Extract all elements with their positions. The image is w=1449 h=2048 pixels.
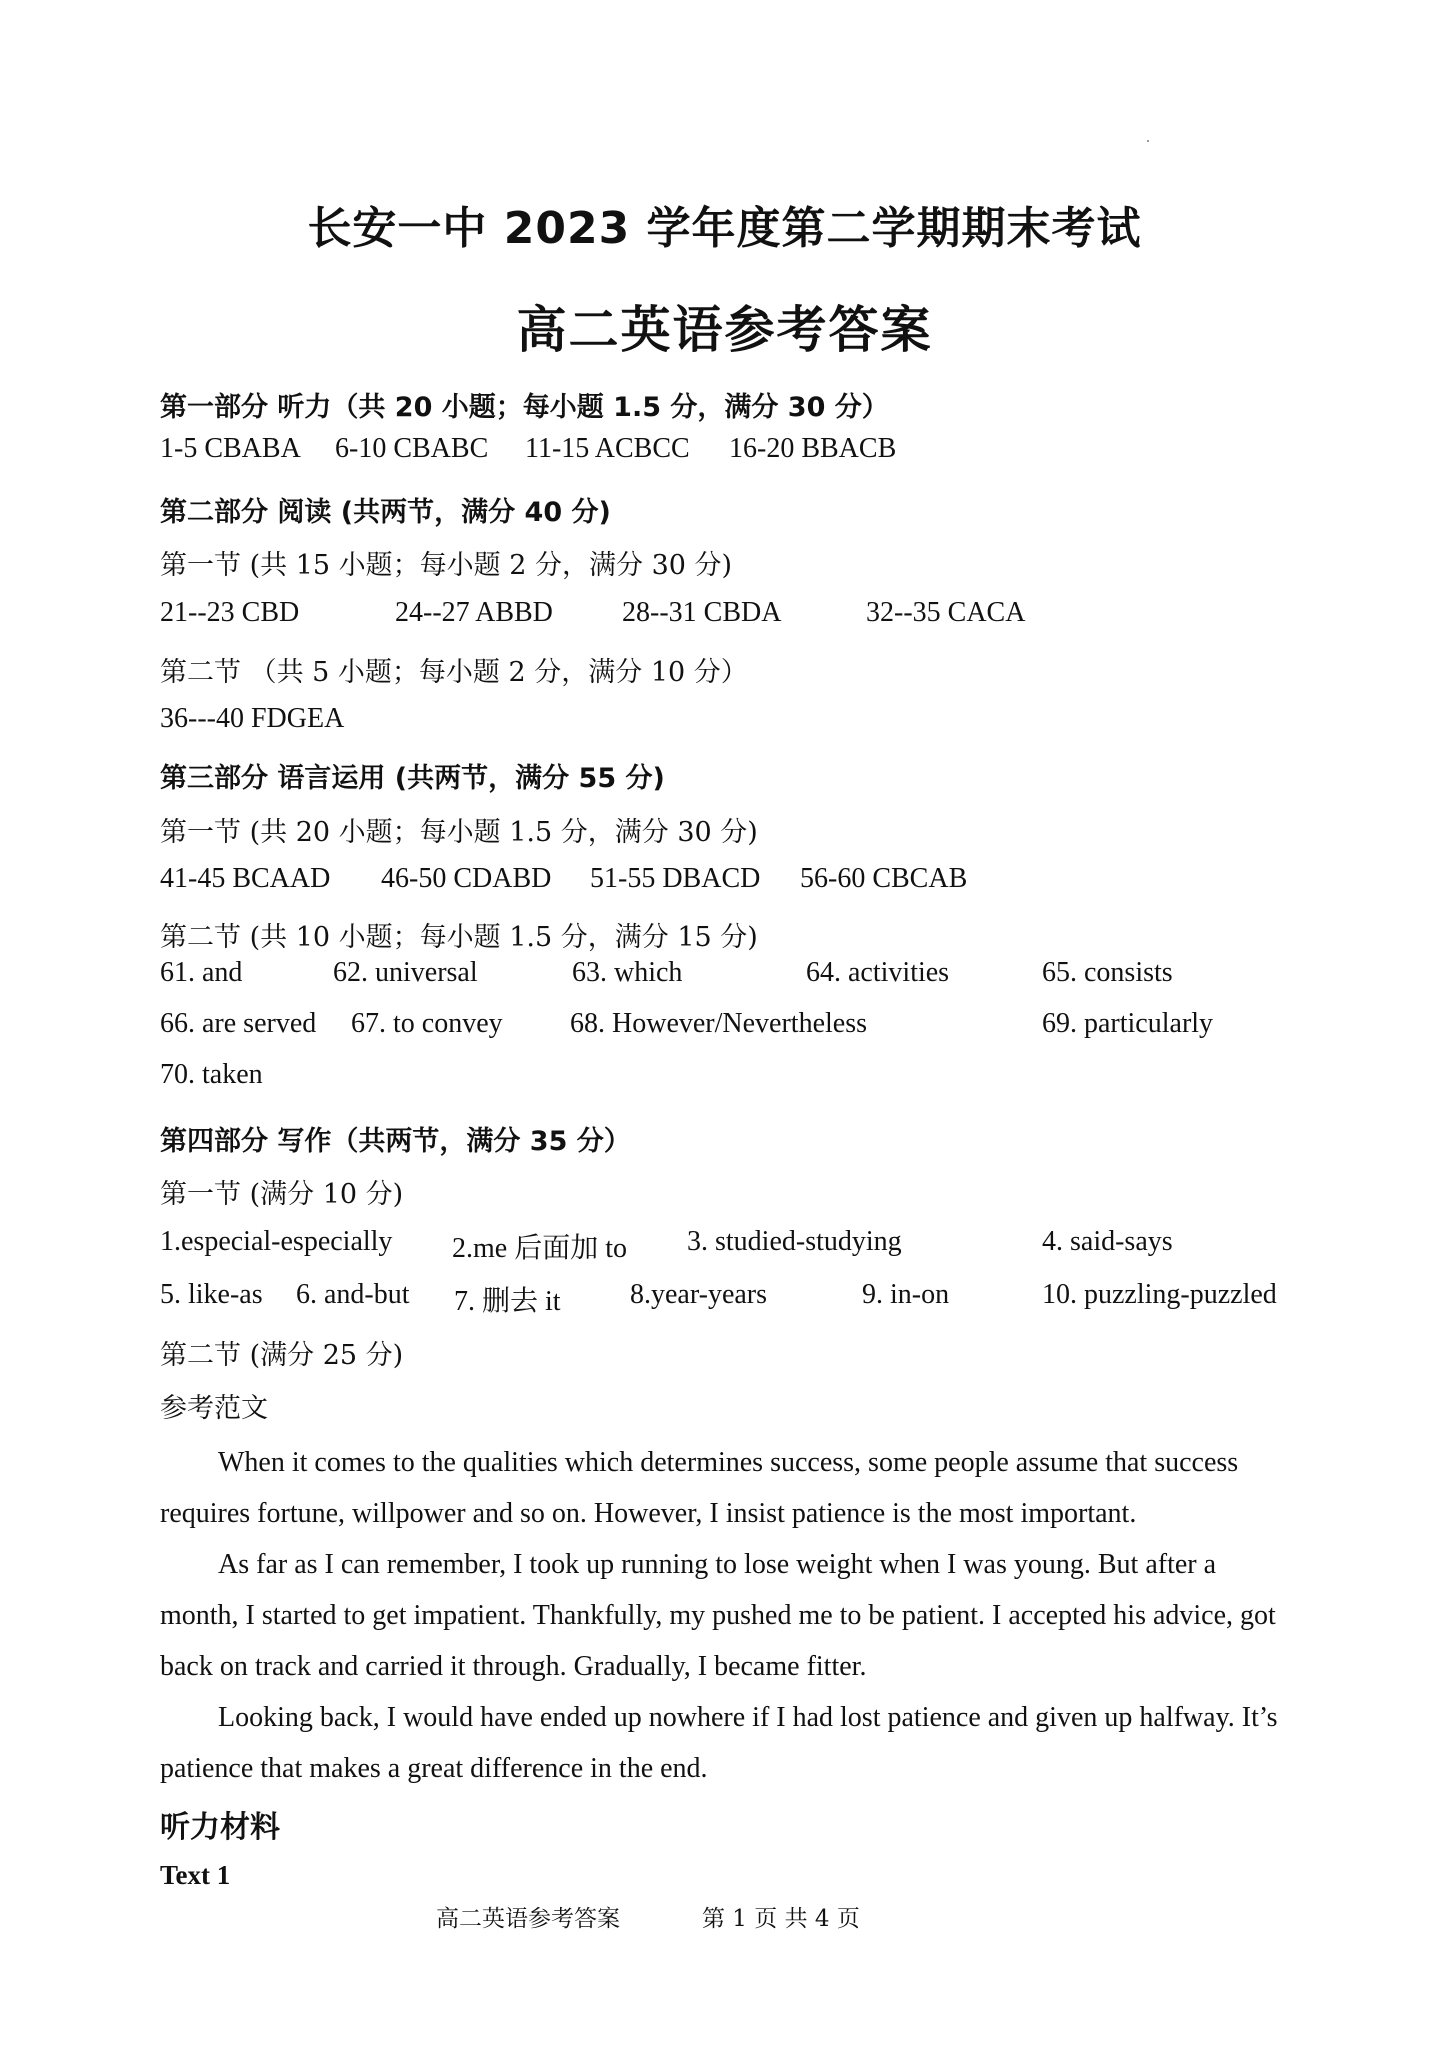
answer-41-45: 41-45 BCAAD: [160, 863, 331, 894]
part3-sec1-heading: 第一节 (共 20 小题；每小题 1.5 分，满分 30 分): [160, 817, 758, 848]
part2-heading: 第二部分 阅读 (共两节，满分 40 分): [160, 497, 611, 528]
correction-6: 6. and-but: [296, 1279, 410, 1310]
answer-11-15: 11-15 ACBCC: [525, 433, 690, 464]
answer-69: 69. particularly: [1042, 1008, 1214, 1039]
answer-6-10: 6-10 CBABC: [335, 433, 489, 464]
listening-text1-label: Text 1: [160, 1860, 231, 1890]
sample-essay-label: 参考范文: [160, 1393, 268, 1424]
answer-62: 62. universal: [333, 957, 478, 988]
answer-66: 66. are served: [160, 1008, 317, 1039]
page-title: 长安一中 2023 学年度第二学期期末考试: [307, 203, 1142, 254]
answer-68: 68. However/Nevertheless: [570, 1008, 868, 1039]
answer-21-23: 21--23 CBD: [160, 597, 300, 628]
footer-doc-title: 高二英语参考答案: [436, 1906, 620, 1932]
footer-page-number: 第 1 页 共 4 页: [702, 1906, 860, 1932]
correction-8: 8.year-years: [630, 1279, 768, 1310]
correction-9: 9. in-on: [862, 1279, 950, 1310]
answer-51-55: 51-55 DBACD: [590, 863, 761, 894]
answer-56-60: 56-60 CBCAB: [800, 863, 968, 894]
correction-4: 4. said-says: [1042, 1226, 1173, 1257]
correction-5: 5. like-as: [160, 1279, 263, 1310]
part2-sec2-heading: 第二节 （共 5 小题；每小题 2 分，满分 10 分）: [160, 657, 748, 688]
part1-heading: 第一部分 听力（共 20 小题；每小题 1.5 分，满分 30 分）: [160, 392, 889, 423]
correction-1: 1.especial-especially: [160, 1226, 393, 1257]
answer-70: 70. taken: [160, 1059, 263, 1090]
answer-63: 63. which: [572, 957, 683, 988]
answer-1-5: 1-5 CBABA: [160, 433, 301, 464]
listening-heading: 听力材料: [160, 1810, 280, 1845]
answer-32-35: 32--35 CACA: [866, 597, 1026, 628]
answer-24-27: 24--27 ABBD: [395, 597, 553, 628]
answer-28-31: 28--31 CBDA: [622, 597, 782, 628]
answer-61: 61. and: [160, 957, 243, 988]
scan-speck: [1147, 140, 1149, 142]
correction-3: 3. studied-studying: [687, 1226, 902, 1257]
part2-sec1-heading: 第一节 (共 15 小题；每小题 2 分，满分 30 分): [160, 550, 733, 581]
page-subtitle: 高二英语参考答案: [516, 301, 933, 359]
part3-heading: 第三部分 语言运用 (共两节，满分 55 分): [160, 763, 665, 794]
answer-16-20: 16-20 BBACB: [729, 433, 897, 464]
essay-paragraph-1: When it comes to the qualities which determines success, some people assume that success requires fortune, willpower and so on. However, I insist patience is the most important.: [160, 1447, 1239, 1529]
answer-46-50: 46-50 CDABD: [381, 863, 552, 894]
answer-65: 65. consists: [1042, 957, 1173, 988]
correction-10: 10. puzzling-puzzled: [1042, 1279, 1277, 1310]
essay-paragraph-2: As far as I can remember, I took up running to lose weight when I was young. But after a month, I started to get impatient. Thankfully, my pushed me to be patient. I accepted his advice, got back on track and carried it through. Gradually, I became fitter.: [160, 1549, 1276, 1682]
correction-2: 2.me 后面加 to: [452, 1233, 627, 1264]
part4-sec1-heading: 第一节 (满分 10 分): [160, 1179, 404, 1210]
answer-64: 64. activities: [806, 957, 950, 988]
essay-paragraph-3: Looking back, I would have ended up nowhere if I had lost patience and given up halfway. It’s patience that makes a great difference in the end.: [160, 1702, 1278, 1784]
correction-7: 7. 删去 it: [454, 1286, 561, 1317]
answer-67: 67. to convey: [351, 1008, 503, 1039]
answer-36-40: 36---40 FDGEA: [160, 703, 345, 734]
part4-heading: 第四部分 写作（共两节，满分 35 分）: [160, 1126, 631, 1157]
part3-sec2-heading: 第二节 (共 10 小题；每小题 1.5 分，满分 15 分): [160, 922, 758, 953]
part4-sec2-heading: 第二节 (满分 25 分): [160, 1340, 404, 1371]
